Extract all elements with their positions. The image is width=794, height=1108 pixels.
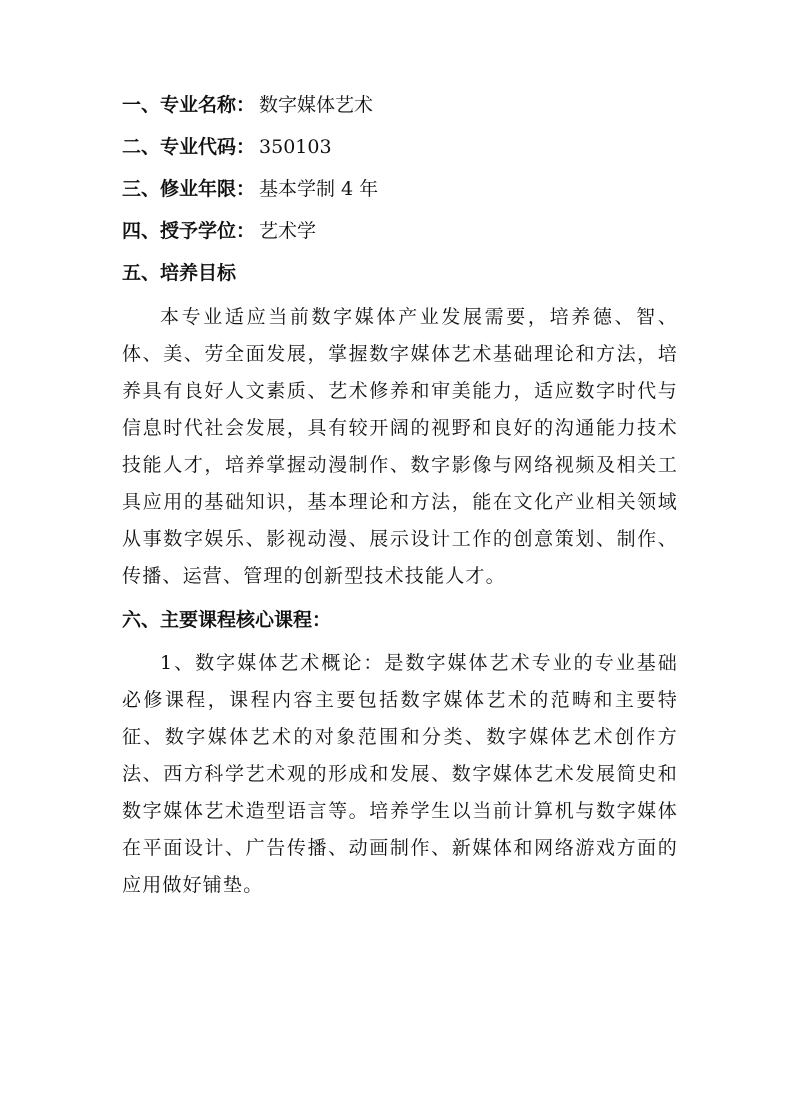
major-code-value: 350103 [259,136,332,158]
major-name-label: 一、专业名称： [122,94,256,116]
major-code-line [122,126,678,168]
training-goals-paragraph: 本专业适应当前数字媒体产业发展需要，培养德、智、体、美、劳全面发展，掌握数字媒体艺术基础理论和方法，培养具有良好人文素质、艺术修养和审美能力，适应数字时代与信息时代社会发展，具有较开阔的视野和良好的沟通能力技术技能人才，培养掌握动漫制作、数字影像与网络视频及相关工具应用的基础知识，基本理论和方法，能在文化产业相关领域从事数字娱乐、影视动漫、展示设计工作的创意策划、制作、传播、运营、管理的创新型技术技能人才。 [122,306,678,587]
study-duration-value: 基本学制 4 年 [259,178,379,200]
study-duration-label: 三、修业年限： [122,178,256,200]
degree-label: 四、授予学位： [122,220,256,242]
degree-value: 艺术学 [259,220,317,242]
major-name-line [122,84,678,126]
core-courses-heading: 六、主要课程核心课程： [122,609,332,631]
study-duration-line [122,168,678,210]
major-name-value: 数字媒体艺术 [259,94,374,116]
major-code-label: 二、专业代码： [122,136,256,158]
core-course-paragraph: 1、数字媒体艺术概论：是数字媒体艺术专业的专业基础必修课程，课程内容主要包括数字媒体艺术的范畴和主要特征、数字媒体艺术的对象范围和分类、数字媒体艺术创作方法、西方科学艺术观的形成和发展、数字媒体艺术发展简史和数字媒体艺术造型语言等。培养学生以当前计算机与数字媒体在平面设计、广告传播、动画制作、新媒体和网络游戏方面的应用做好铺垫。 [122,652,678,896]
training-goals-heading: 五、培养目标 [122,262,237,284]
document-body [122,84,678,904]
degree-line [122,210,678,252]
